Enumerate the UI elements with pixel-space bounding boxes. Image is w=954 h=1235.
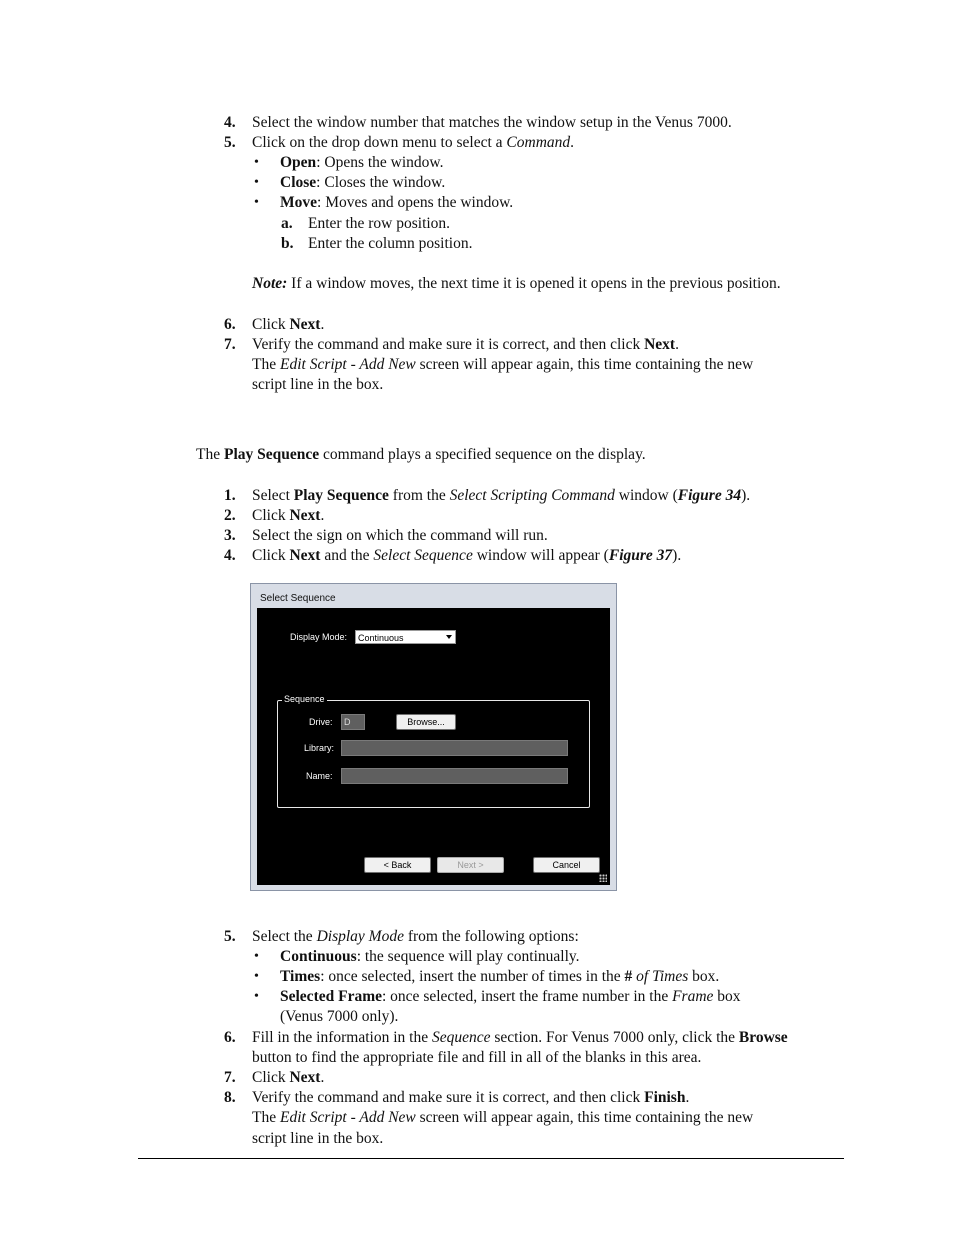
dialog-title: Select Sequence bbox=[260, 593, 336, 604]
bullet-item-open: Open: Opens the window. bbox=[280, 154, 444, 171]
library-field[interactable] bbox=[341, 740, 568, 756]
display-mode-value: Continuous bbox=[358, 633, 404, 643]
drive-label: Drive: bbox=[309, 717, 333, 727]
step-continuation: The Edit Script - Add New screen will appear again, this time containing the new bbox=[252, 1109, 754, 1126]
step-text: Click Next. bbox=[252, 1069, 325, 1086]
chevron-down-icon bbox=[446, 635, 452, 639]
cancel-button[interactable]: Cancel bbox=[533, 857, 600, 873]
substep-text: Enter the column position. bbox=[308, 235, 473, 252]
next-button[interactable]: Next > bbox=[437, 857, 504, 873]
step-continuation: The Edit Script - Add New screen will appear again, this time containing the new bbox=[252, 356, 754, 373]
substep-text: Enter the row position. bbox=[308, 215, 451, 232]
bullet: • bbox=[254, 155, 259, 170]
step-number: 8. bbox=[224, 1089, 236, 1106]
step-number: 7. bbox=[224, 1069, 236, 1086]
bullet: • bbox=[254, 969, 259, 984]
step-number: 5. bbox=[224, 134, 236, 151]
bullet-item-selected-frame: Selected Frame: once selected, insert the frame number in the Frame box bbox=[280, 988, 741, 1005]
dialog-body bbox=[257, 608, 610, 885]
name-field[interactable] bbox=[341, 768, 568, 784]
bullet-item-continuous: Continuous: the sequence will play continually. bbox=[280, 948, 580, 965]
step-continuation: button to find the appropriate file and fill in all of the blanks in this area. bbox=[252, 1049, 702, 1066]
bullet: • bbox=[254, 195, 259, 210]
step-number: 7. bbox=[224, 336, 236, 353]
substep-letter: b. bbox=[281, 235, 294, 252]
step-text: Click on the drop down menu to select a Command. bbox=[252, 134, 575, 151]
step-number: 1. bbox=[224, 487, 236, 504]
bullet: • bbox=[254, 175, 259, 190]
bullet: • bbox=[254, 989, 259, 1004]
step-text: Select the Display Mode from the following options: bbox=[252, 928, 579, 945]
step-number: 4. bbox=[224, 547, 236, 564]
footer-rule bbox=[138, 1158, 844, 1159]
display-mode-label: Display Mode: bbox=[290, 632, 348, 642]
step-text: Click Next. bbox=[252, 316, 325, 333]
sequence-group-label: Sequence bbox=[284, 694, 325, 704]
step-text: Click Next and the Select Sequence window will appear (Figure 37). bbox=[252, 547, 682, 564]
step-text: Click Next. bbox=[252, 507, 325, 524]
back-button[interactable]: < Back bbox=[364, 857, 431, 873]
name-label: Name: bbox=[306, 771, 333, 781]
bullet: • bbox=[254, 949, 259, 964]
bullet-item-move: Move: Moves and opens the window. bbox=[280, 194, 514, 211]
step-number: 4. bbox=[224, 114, 236, 131]
drive-field[interactable]: D bbox=[341, 714, 365, 730]
select-sequence-dialog bbox=[250, 583, 617, 891]
browse-button[interactable]: Browse... bbox=[396, 714, 456, 730]
library-label: Library: bbox=[304, 743, 335, 753]
sequence-group bbox=[277, 694, 590, 808]
step-number: 6. bbox=[224, 316, 236, 333]
step-number: 6. bbox=[224, 1029, 236, 1046]
bullet-continuation: (Venus 7000 only). bbox=[280, 1008, 399, 1025]
step-text: Verify the command and make sure it is correct, and then click Next. bbox=[252, 336, 679, 353]
substep-letter: a. bbox=[281, 215, 293, 232]
note: Note: If a window moves, the next time it is opened it opens in the previous position. bbox=[252, 275, 781, 292]
step-number: 2. bbox=[224, 507, 236, 524]
bullet-item-close: Close: Closes the window. bbox=[280, 174, 446, 191]
step-text: Verify the command and make sure it is correct, and then click Finish. bbox=[252, 1089, 690, 1106]
section-intro: The Play Sequence command plays a specified sequence on the display. bbox=[196, 446, 646, 463]
step-continuation: script line in the box. bbox=[252, 1130, 384, 1147]
step-continuation: script line in the box. bbox=[252, 376, 384, 393]
bullet-item-times: Times: once selected, insert the number of times in the # of Times box. bbox=[280, 968, 720, 985]
step-text: Fill in the information in the Sequence section. For Venus 7000 only, click the Browse bbox=[252, 1029, 788, 1046]
display-mode-select[interactable] bbox=[355, 630, 456, 644]
resize-grip-icon[interactable] bbox=[599, 874, 607, 882]
step-text: Select the sign on which the command will run. bbox=[252, 527, 548, 544]
step-number: 3. bbox=[224, 527, 236, 544]
step-text: Select Play Sequence from the Select Scripting Command window (Figure 34). bbox=[252, 487, 751, 504]
step-number: 5. bbox=[224, 928, 236, 945]
step-text: Select the window number that matches the window setup in the Venus 7000. bbox=[252, 114, 732, 131]
